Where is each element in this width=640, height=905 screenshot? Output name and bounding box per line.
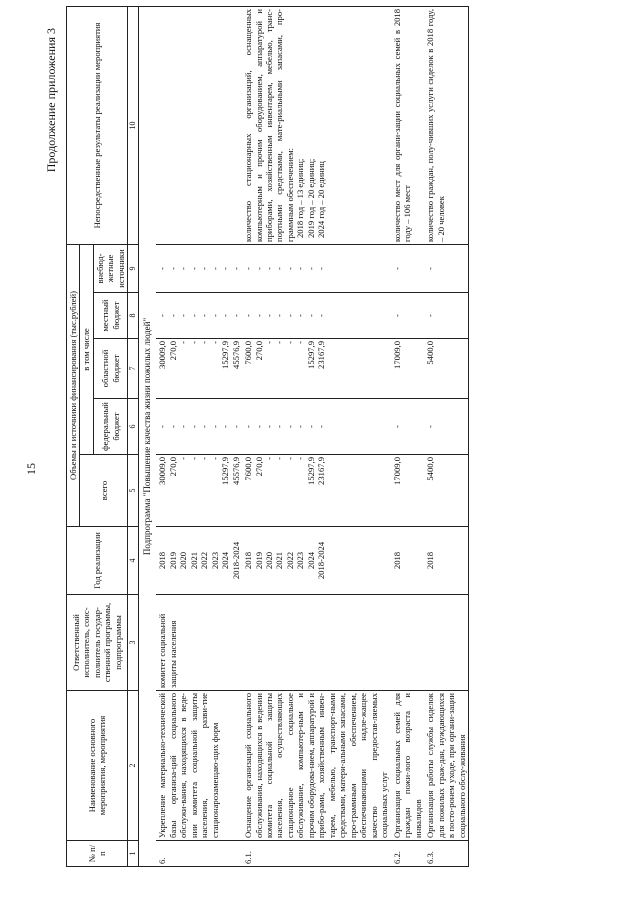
local-value: - xyxy=(263,314,274,317)
local xyxy=(156,293,242,339)
result-text: количество стационарных организаций, оснащенных компьютерным и прочим оборудованием, аппаратурой и приборами, хозяйственным инвентарем, мебелью, транс-портными средствами, мате-риальными запасами, про-граммным обеспечением: xyxy=(243,8,295,242)
extrabudget-value: - xyxy=(284,267,295,270)
local-value: - xyxy=(284,314,295,317)
year-value: 2022 xyxy=(199,551,210,570)
result-text: количество граждан, полу-чивших услуги сиделок в 2018 году, – 20 человек xyxy=(425,8,446,242)
year-value: 2020 xyxy=(178,551,189,570)
federal-value: - xyxy=(178,425,189,428)
extrabudget-value: - xyxy=(253,267,264,270)
federal-value: - xyxy=(243,425,254,428)
total-value: - xyxy=(295,457,306,460)
year-value: 2023 xyxy=(209,551,220,570)
local-value: - xyxy=(230,314,241,317)
regional-value: 15297,9 xyxy=(220,341,231,369)
header-financing: Объемы и источники финансирования (тыс.рублей) xyxy=(67,244,80,526)
federal-value: - xyxy=(167,425,178,428)
table-row xyxy=(424,6,468,866)
total xyxy=(424,455,468,527)
regional-value: - xyxy=(178,341,189,344)
extrabudget xyxy=(424,244,468,292)
table-row xyxy=(156,6,242,866)
regional-value: 23167,9 xyxy=(316,341,327,369)
year-value: 2018 xyxy=(391,551,402,570)
extrabudget-value: - xyxy=(188,267,199,270)
continuation-label: Продолжение приложения 3 xyxy=(44,28,58,173)
row-number: 6.1. xyxy=(242,841,391,867)
federal xyxy=(391,399,424,455)
result xyxy=(391,6,424,244)
local-value: - xyxy=(425,314,436,317)
total-value: 17009,0 xyxy=(391,457,402,485)
local-value: - xyxy=(178,314,189,317)
regional-value: 270,0 xyxy=(253,341,264,361)
total-value: - xyxy=(274,457,285,460)
regional-value: - xyxy=(188,341,199,344)
extrabudget xyxy=(391,244,424,292)
subprogram-title: Подпрограмма "Повышение качества жизни пожилых людей" xyxy=(139,6,156,866)
year-value: 2024 xyxy=(305,551,316,570)
header-extrabudget: внебюд-жетные источники xyxy=(93,244,127,292)
total-value: - xyxy=(188,457,199,460)
col-number: 10 xyxy=(128,6,139,244)
result-text: количество мест для органи-зации социальных семей в 2018 году – 106 мест xyxy=(391,8,413,242)
local-value: - xyxy=(209,314,220,317)
total-value: - xyxy=(263,457,274,460)
header-including: в том числе xyxy=(80,244,93,454)
federal-value: - xyxy=(253,425,264,428)
executor: комитет социальной защиты населения xyxy=(156,595,242,691)
regional-value: 30009,0 xyxy=(157,341,168,369)
extrabudget-value: - xyxy=(178,267,189,270)
extrabudget-value: - xyxy=(220,267,231,270)
year-value: 2024 xyxy=(220,551,231,570)
header-regional: областной бюджет xyxy=(93,339,127,399)
extrabudget-value: - xyxy=(157,267,168,270)
federal-value: - xyxy=(305,425,316,428)
extrabudget-value: - xyxy=(209,267,220,270)
regional-value: - xyxy=(295,341,306,344)
federal-value: - xyxy=(220,425,231,428)
local-value: - xyxy=(157,314,168,317)
extrabudget-value: - xyxy=(274,267,285,270)
total xyxy=(391,455,424,527)
year-value: 2021 xyxy=(188,551,199,570)
regional-value: - xyxy=(199,341,210,344)
event-name: Укрепление материально-технической базы организа-ций социального обслужи-вания, находящихся в веде-нии комитета социальной защиты населения, разви-тие стационарозамещаю-щих форм xyxy=(156,691,242,841)
header-no: № п/п xyxy=(67,841,128,867)
total-value: 5400,0 xyxy=(425,457,436,481)
year-value: 2019 xyxy=(253,551,264,570)
col-number: 1 xyxy=(128,841,139,867)
year xyxy=(156,527,242,595)
total-value: 7600,0 xyxy=(243,457,254,481)
col-number: 2 xyxy=(128,691,139,841)
total-value: 23167,9 xyxy=(316,457,327,485)
extrabudget-value: - xyxy=(199,267,210,270)
total-value: 270,0 xyxy=(167,457,178,477)
header-executor: Ответственный исполнитель, соис-полнитель государ-ственной программы, подпрограммы xyxy=(67,595,128,691)
result xyxy=(424,6,468,244)
executor xyxy=(391,595,424,691)
row-number: 6.3. xyxy=(424,841,468,867)
extrabudget xyxy=(156,244,242,292)
local-value: - xyxy=(253,314,264,317)
extrabudget-value: - xyxy=(263,267,274,270)
regional xyxy=(242,339,391,399)
local-value: - xyxy=(220,314,231,317)
extrabudget-value: - xyxy=(425,267,436,270)
row-number: 6.2. xyxy=(391,841,424,867)
header-federal: федеральный бюджет xyxy=(93,399,127,455)
federal-value: - xyxy=(188,425,199,428)
local-value: - xyxy=(295,314,306,317)
header-total: всего xyxy=(80,455,128,527)
extrabudget-value: - xyxy=(316,267,327,270)
year-value: 2023 xyxy=(295,551,306,570)
regional-value: 270,0 xyxy=(167,341,178,361)
total xyxy=(242,455,391,527)
total-value: - xyxy=(209,457,220,460)
regional xyxy=(391,339,424,399)
regional xyxy=(424,339,468,399)
row-number: 6. xyxy=(156,841,242,867)
year-value: 2021 xyxy=(274,551,285,570)
total-value: - xyxy=(178,457,189,460)
extrabudget-value: - xyxy=(243,267,254,270)
federal-value: - xyxy=(284,425,295,428)
col-number: 6 xyxy=(128,399,139,455)
regional-value: - xyxy=(263,341,274,344)
extrabudget-value: - xyxy=(230,267,241,270)
federal-value: - xyxy=(263,425,274,428)
regional-value: 45576,9 xyxy=(230,341,241,369)
header-year: Год реализации xyxy=(67,527,128,595)
total-value: 270,0 xyxy=(253,457,264,477)
header-local: местный бюджет xyxy=(93,293,127,339)
total-value: 15297,9 xyxy=(220,457,231,485)
local-value: - xyxy=(188,314,199,317)
executor xyxy=(242,595,391,691)
header-result: Непосредственные результаты реализации мероприятия xyxy=(67,6,128,244)
local-value: - xyxy=(199,314,210,317)
event-name: Организация социальных семей для граждан пожи-лого возраста и инвалидов xyxy=(391,691,424,841)
total-value: 15297,9 xyxy=(305,457,316,485)
result-year-line: 2018 год – 13 единиц; xyxy=(295,158,306,238)
regional-value: 15297,9 xyxy=(305,341,316,369)
regional-value: 17009,0 xyxy=(391,341,402,369)
year xyxy=(391,527,424,595)
federal xyxy=(156,399,242,455)
extrabudget-value: - xyxy=(167,267,178,270)
col-number: 9 xyxy=(128,244,139,292)
federal-value: - xyxy=(157,425,168,428)
local xyxy=(242,293,391,339)
total-value: - xyxy=(284,457,295,460)
year-value: 2022 xyxy=(284,551,295,570)
result-year-line: 2024 год – 20 единиц xyxy=(316,161,327,238)
federal-value: - xyxy=(230,425,241,428)
year-value: 2018-2024 xyxy=(316,541,327,580)
total-value: 30009,0 xyxy=(157,457,168,485)
local xyxy=(424,293,468,339)
table-row xyxy=(391,6,424,866)
year-value: 2018-2024 xyxy=(230,541,241,580)
federal-value: - xyxy=(391,425,402,428)
regional-value: 7600,0 xyxy=(243,341,254,365)
federal xyxy=(424,399,468,455)
year-value: 2020 xyxy=(263,551,274,570)
federal xyxy=(242,399,391,455)
page-number: 15 xyxy=(24,463,38,475)
local-value: - xyxy=(391,314,402,317)
result xyxy=(156,6,242,244)
year-value: 2018 xyxy=(157,551,168,570)
local xyxy=(391,293,424,339)
year xyxy=(242,527,391,595)
header-name: Наименование основного мероприятия, мероприятия xyxy=(67,691,128,841)
local-value: - xyxy=(305,314,316,317)
federal-value: - xyxy=(274,425,285,428)
event-name: Оснащение организаций социального обслуживания, находящихся в ведении комитета социальной защиты населения, осуществляющих стационарное социальное обслуживание, компьютер-ным и прочим оборудова-нием, аппаратурой и прибо-рами, хозяйственным инвен-тарем, мебелью, транспорт-ными средствами, матери-альными запасами, про-граммным обеспечением, обеспечивающими надле-жащее качество предостав-ляемых социальных услуг xyxy=(242,691,391,841)
col-number: 3 xyxy=(128,595,139,691)
extrabudget-value: - xyxy=(305,267,316,270)
federal-value: - xyxy=(209,425,220,428)
total xyxy=(156,455,242,527)
local-value: - xyxy=(167,314,178,317)
extrabudget xyxy=(242,244,391,292)
regional-value: 5400,0 xyxy=(425,341,436,365)
col-number: 5 xyxy=(128,455,139,527)
federal-value: - xyxy=(199,425,210,428)
federal-value: - xyxy=(295,425,306,428)
total-value: 45576,9 xyxy=(230,457,241,485)
local-value: - xyxy=(316,314,327,317)
year xyxy=(424,527,468,595)
col-number: 8 xyxy=(128,293,139,339)
federal-value: - xyxy=(425,425,436,428)
total-value: - xyxy=(199,457,210,460)
result-year-line: 2019 год – 20 единиц; xyxy=(305,158,316,238)
regional-value: - xyxy=(274,341,285,344)
regional xyxy=(156,339,242,399)
federal-value: - xyxy=(316,425,327,428)
table-body xyxy=(139,6,469,866)
result xyxy=(242,6,391,244)
col-number: 4 xyxy=(128,527,139,595)
executor xyxy=(424,595,468,691)
year-value: 2019 xyxy=(167,551,178,570)
extrabudget-value: - xyxy=(295,267,306,270)
local-value: - xyxy=(274,314,285,317)
regional-value: - xyxy=(209,341,220,344)
event-name: Организация работы службы сиделок для пожилых граж-дан, нуждающихся в посто-ронем уходе, при органи-зации социального обслу-живания xyxy=(424,691,468,841)
program-table xyxy=(66,6,469,867)
year-value: 2018 xyxy=(425,551,436,570)
regional-value: - xyxy=(284,341,295,344)
local-value: - xyxy=(243,314,254,317)
table-row xyxy=(242,6,391,866)
col-number: 7 xyxy=(128,339,139,399)
year-value: 2018 xyxy=(243,551,254,570)
extrabudget-value: - xyxy=(391,267,402,270)
